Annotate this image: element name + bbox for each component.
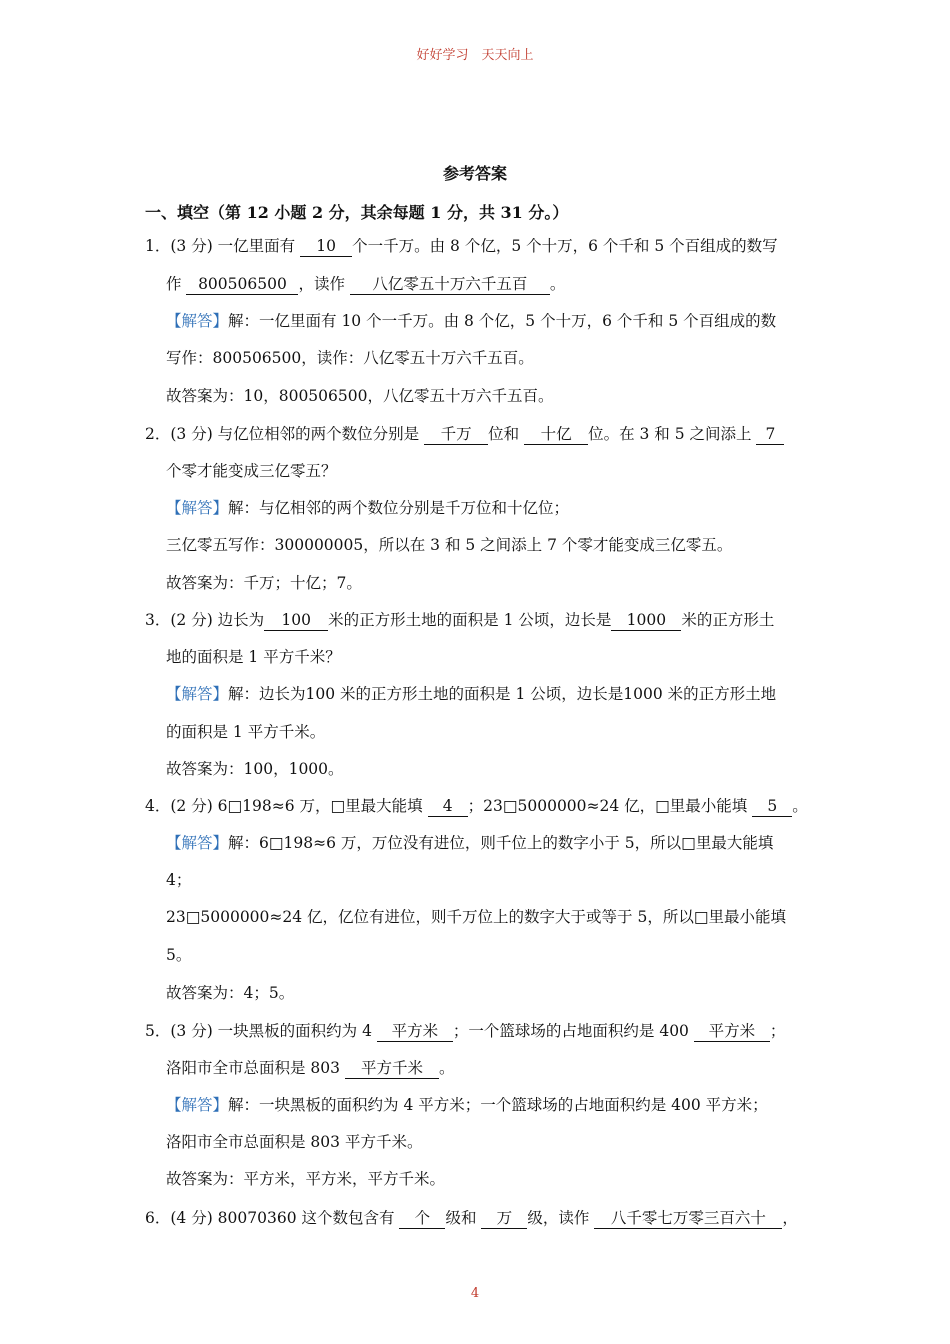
q1-line-1: 1．(3 分) 一亿里面有 10 个一千万。由 8 个亿，5 个十万，6 个千和 5 个百组成的数写: [145, 237, 778, 255]
q1-blank-2: 800506500: [186, 274, 298, 295]
q4-answer-3: 23□5000000≈24 亿，亿位有进位，则千万位上的数字大于或等于 5，所以□里最小能填: [166, 908, 786, 926]
q2-answer-2: 三亿零五写作：300000005，所以在 3 和 5 之间添上 7 个零才能变成三亿零五。: [166, 536, 733, 554]
q5-line-2: 洛阳市全市总面积是 803 平方千米 。: [166, 1059, 455, 1077]
answer-tag: 【解答】: [166, 1096, 229, 1114]
q2-blank-2: 十亿: [524, 424, 588, 445]
section-heading: 一、填空（第 12 小题 2 分，其余每题 1 分，共 31 分。）: [145, 203, 569, 222]
q5-line-1: 5．(3 分) 一块黑板的面积约为 4 平方米 ；一个篮球场的占地面积约是 400 平方米 ；: [145, 1022, 786, 1040]
q4-line-1: 4．(2 分) 6□198≈6 万，□里最大能填 4 ；23□5000000≈24 亿，□里最小能填 5 。: [145, 797, 808, 815]
q2-blank-1: 千万: [424, 424, 488, 445]
q5-blank-1: 平方米: [377, 1021, 453, 1042]
q5-blank-2: 平方米: [694, 1021, 770, 1042]
q4-answer-4: 5。: [166, 946, 192, 964]
q2-answer-1: 【解答】解：与亿相邻的两个数位分别是千万位和十亿位；: [166, 499, 570, 517]
q6-line-1: 6．(4 分) 80070360 这个数包含有 个 级和 万 级，读作 八千零七万零三百六十 ，: [145, 1209, 798, 1227]
q3-answer-1: 【解答】解：边长为100 米的正方形土地的面积是 1 公顷，边长是1000 米的正方形土地: [166, 685, 777, 703]
q1-answer-2: 写作：800506500，读作：八亿零五十万六千五百。: [166, 349, 534, 367]
q3-line-2: 地的面积是 1 平方千米？: [166, 648, 341, 666]
q4-blank-2: 5: [752, 796, 792, 817]
answer-tag: 【解答】: [166, 834, 229, 852]
q3-blank-2: 1000: [611, 610, 681, 631]
answer-tag: 【解答】: [166, 685, 229, 703]
q1-blank-1: 10: [300, 236, 352, 257]
q4-answer-2: 4；: [166, 871, 192, 889]
q6-blank-2: 万: [481, 1208, 527, 1229]
page-header: 好好学习 天天向上: [416, 48, 534, 63]
q1-final-answer: 故答案为：10，800506500，八亿零五十万六千五百。: [166, 387, 554, 405]
q5-final-answer: 故答案为：平方米，平方米，平方千米。: [166, 1170, 446, 1188]
q3-answer-2: 的面积是 1 平方千米。: [166, 723, 326, 741]
q3-final-answer: 故答案为：100，1000。: [166, 760, 344, 778]
q1-line-2: 作 800506500 ，读作 八亿零五十万六千五百 。: [166, 275, 566, 293]
q5-answer-2: 洛阳市全市总面积是 803 平方千米。: [166, 1133, 423, 1151]
q6-blank-3: 八千零七万零三百六十: [594, 1208, 782, 1229]
q2-blank-3: 7: [756, 424, 784, 445]
q1-answer-1: 【解答】解：一亿里面有 10 个一千万。由 8 个亿，5 个十万，6 个千和 5 个百组成的数: [166, 312, 777, 330]
q4-answer-1: 【解答】解：6□198≈6 万，万位没有进位，则千位上的数字小于 5，所以□里最大能填: [166, 834, 774, 852]
answer-tag: 【解答】: [166, 312, 229, 330]
q1-blank-3: 八亿零五十万六千五百: [350, 274, 550, 295]
q3-line-1: 3．(2 分) 边长为 100 米的正方形土地的面积是 1 公顷，边长是 1000 米的正方形土: [145, 611, 775, 629]
page-title: 参考答案: [442, 164, 507, 183]
answer-tag: 【解答】: [166, 499, 229, 517]
q2-line-2: 个零才能变成三亿零五？: [166, 462, 337, 480]
q6-blank-1: 个: [399, 1208, 445, 1229]
q3-blank-1: 100: [264, 610, 328, 631]
q5-answer-1: 【解答】解：一块黑板的面积约为 4 平方米；一个篮球场的占地面积约是 400 平方米；: [166, 1096, 768, 1114]
q5-blank-3: 平方千米: [345, 1058, 439, 1079]
q2-final-answer: 故答案为：千万；十亿；7。: [166, 574, 362, 592]
q4-final-answer: 故答案为：4；5。: [166, 984, 295, 1002]
q4-blank-1: 4: [428, 796, 468, 817]
page-number: 4: [470, 1286, 480, 1301]
q2-line-1: 2．(3 分) 与亿位相邻的两个数位分别是 千万 位和 十亿 位。在 3 和 5 之间添上 7: [145, 420, 784, 448]
